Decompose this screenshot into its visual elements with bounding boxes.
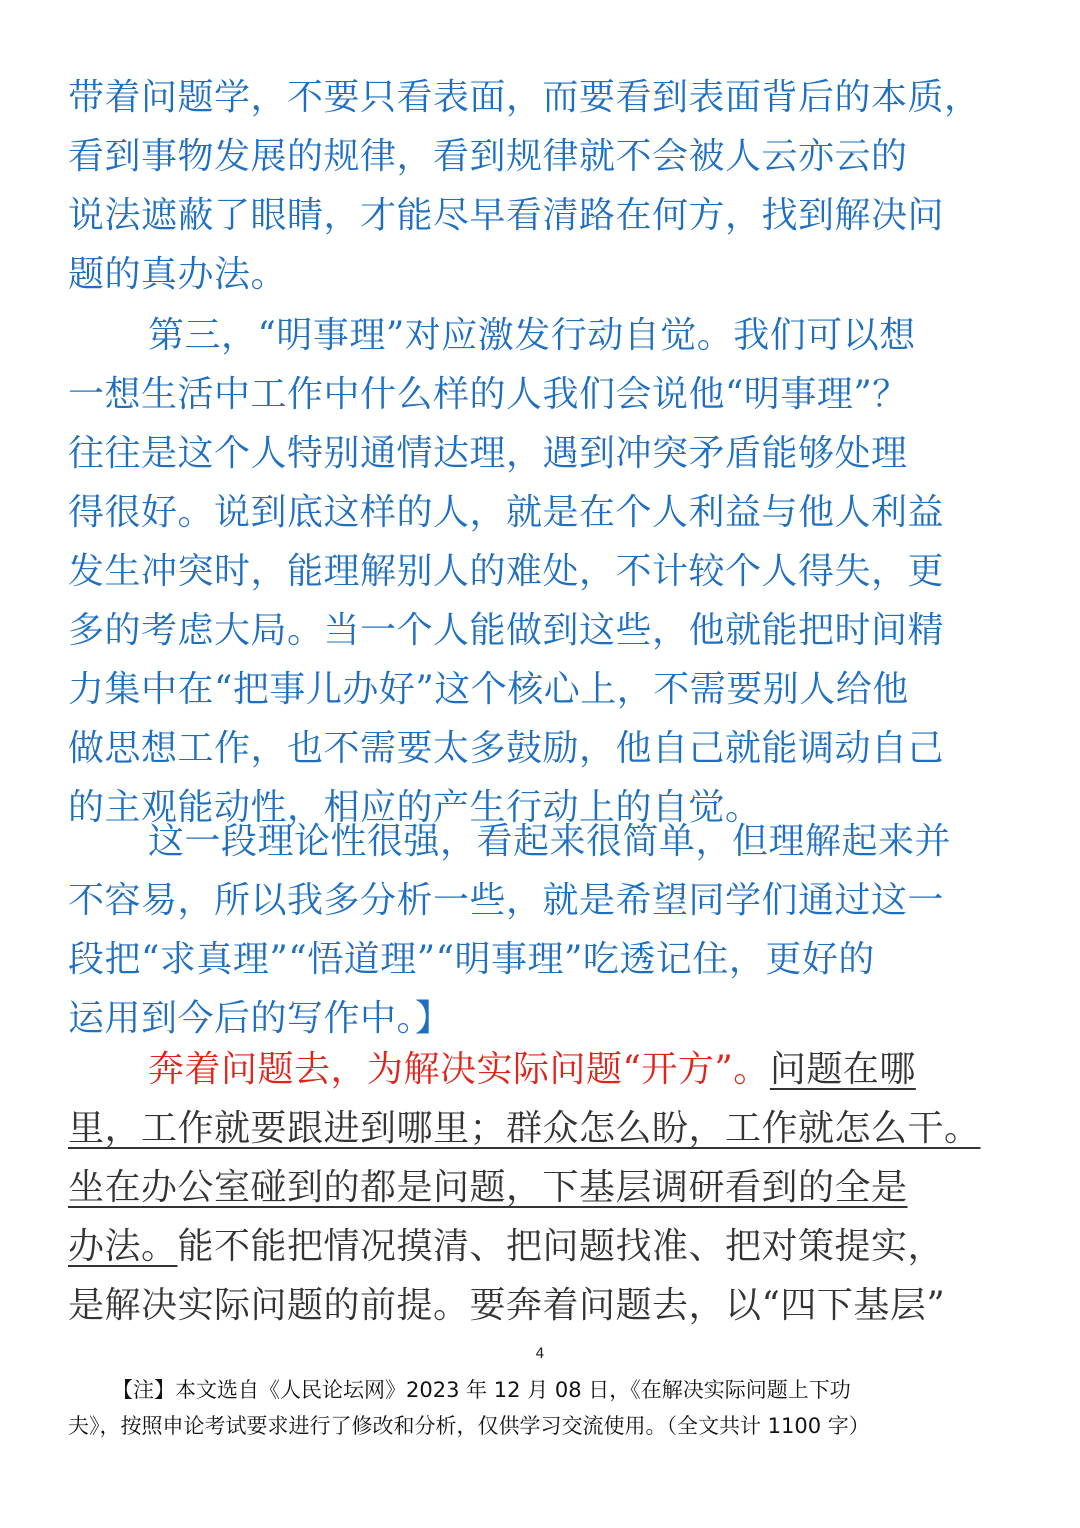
text-line: [68, 1158, 1016, 1217]
underlined-text: 问题在哪: [769, 1049, 916, 1090]
text-line: 做思想工作，也不需要太多鼓励，他自己就能调动自己: [68, 728, 945, 769]
text-line: 发生冲突时，能理解别人的难处，不计较个人得失，更: [68, 551, 945, 592]
page-number: 4: [535, 1346, 545, 1362]
paragraph-analysis-note: [68, 812, 1016, 1048]
text-line: 往往是这个人特别通情达理，遇到冲突矛盾能够处理: [68, 433, 908, 474]
text-line: 的主观能动性，相应的产生行动上的自觉。: [68, 787, 762, 828]
underlined-text: 里，工作就要跟进到哪里；群众怎么盼，工作就怎么干。: [68, 1108, 981, 1149]
text-line: 是解决实际问题的前提。要奔着问题去，以“四下基层”: [68, 1285, 946, 1326]
text-line: 说法遮蔽了眼睛，才能尽早看清路在何方，找到解决问: [68, 195, 945, 236]
text-line: 看到事物发展的规律，看到规律就不会被人云亦云的: [68, 136, 908, 177]
text-line: 带着问题学，不要只看表面，而要看到表面背后的本质，: [68, 77, 981, 118]
text-line: 力集中在“把事儿办好”这个核心上，不需要别人给他: [68, 669, 909, 710]
underlined-text: 坐在办公室碰到的都是问题，下基层调研看到的全是: [68, 1167, 908, 1208]
text-line: 运用到今后的写作中。】: [68, 998, 452, 1039]
text-line: [68, 1099, 1016, 1158]
footnote-line: 【注】本文选自《人民论坛网》2023 年 12 月 08 日，《在解决实际问题上下功: [112, 1378, 851, 1402]
text-line: 得很好。说到底这样的人，就是在个人利益与他人利益: [68, 492, 945, 533]
paragraph-go-with-problems: [68, 1040, 1016, 1335]
text-line: 一想生活中工作中什么样的人我们会说他“明事理”？: [68, 374, 909, 415]
red-heading: 奔着问题去，为解决实际问题“开方”。: [148, 1049, 770, 1090]
text-line: [68, 1217, 1016, 1276]
text-line: 第三，“明事理”对应激发行动自觉。我们可以想: [148, 315, 916, 356]
footnote: [68, 1372, 1028, 1444]
text-line: 多的考虑大局。当一个人能做到这些，他就能把时间精: [68, 610, 945, 651]
text-line: 这一段理论性很强，看起来很简单，但理解起来并: [148, 821, 952, 862]
paragraph-understand-reason: [68, 306, 1016, 837]
text-line: 题的真办法。: [68, 254, 288, 295]
text-line: [68, 1040, 1016, 1099]
text-line: 段把“求真理”“悟道理”“明事理”吃透记住，更好的: [68, 939, 875, 980]
text-line: 不容易，所以我多分析一些，就是希望同学们通过这一: [68, 880, 945, 921]
plain-text: 能不能把情况摸清、把问题找准、把对策提实，: [177, 1226, 945, 1267]
underlined-text: 办法。: [68, 1226, 178, 1267]
footnote-line: 夫》，按照申论考试要求进行了修改和分析，仅供学习交流使用。（全文共计 1100 字）: [68, 1414, 870, 1438]
paragraph-study-with-questions: [68, 68, 1016, 304]
